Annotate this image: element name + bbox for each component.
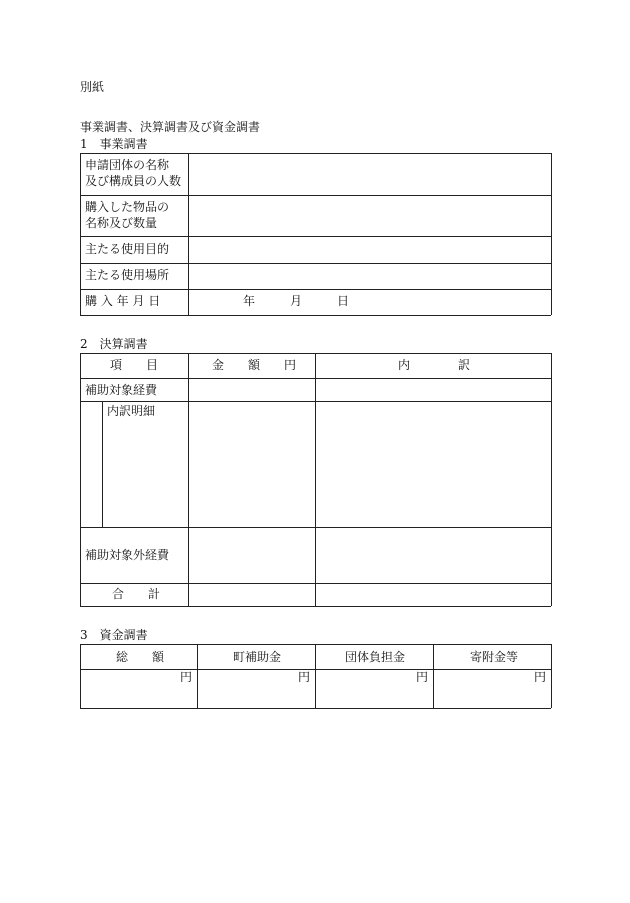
- subsidy-target-breakdown-cell[interactable]: [316, 379, 550, 400]
- header-group-burden: 団体負担金: [345, 650, 406, 664]
- annex-label: 別紙: [80, 80, 105, 94]
- row-label-detail: 内訳明細: [107, 404, 156, 418]
- row-label-subsidy-target: 補助対象経費: [85, 383, 158, 397]
- item-value-cell[interactable]: [189, 196, 550, 235]
- header-amount-yen: 金 額 円: [212, 358, 297, 372]
- header-item: 項 目: [110, 358, 159, 372]
- donations-value-cell[interactable]: [434, 670, 550, 707]
- non-target-amount-cell[interactable]: [189, 528, 314, 582]
- unit-yen-burden: 円: [416, 670, 429, 684]
- unit-yen-subsidy: 円: [298, 670, 311, 684]
- section1-heading: 1 事業調書: [80, 137, 148, 151]
- town-subsidy-value-cell[interactable]: [198, 670, 314, 707]
- unit-yen-donations: 円: [534, 670, 547, 684]
- row-label-place: 主たる使用場所: [85, 268, 170, 282]
- place-value-cell[interactable]: [189, 264, 550, 288]
- row-label-org-line2: 及び構成員の人数: [85, 174, 182, 188]
- header-breakdown: 内 訳: [398, 358, 471, 372]
- row-label-org-line1: 申請団体の名称: [85, 158, 170, 172]
- date-year-label: 年: [243, 294, 256, 308]
- section2-heading: 2 決算調書: [80, 337, 148, 351]
- non-target-breakdown-cell[interactable]: [316, 528, 550, 582]
- group-burden-value-cell[interactable]: [316, 670, 432, 707]
- header-town-subsidy: 町補助金: [233, 650, 282, 664]
- total-amount-cell[interactable]: [189, 584, 314, 605]
- purpose-value-cell[interactable]: [189, 237, 550, 262]
- unit-yen-total: 円: [180, 670, 193, 684]
- subsidy-target-amount-cell[interactable]: [189, 379, 314, 400]
- date-day-label: 日: [337, 294, 350, 308]
- row-label-item-line1: 購入した物品の: [85, 200, 170, 214]
- detail-breakdown-cell[interactable]: [316, 402, 550, 526]
- detail-amount-cell[interactable]: [189, 402, 314, 526]
- row-label-purchase-date: 購 入 年 月 日: [85, 294, 161, 308]
- row-label-non-target: 補助対象外経費: [85, 548, 170, 562]
- total-amount-value-cell[interactable]: [81, 670, 196, 707]
- row-label-purpose: 主たる使用目的: [85, 242, 170, 256]
- header-total-amount: 総 額: [116, 650, 165, 664]
- document-title: 事業調書、決算調書及び資金調書: [80, 120, 261, 134]
- total-breakdown-cell[interactable]: [316, 584, 550, 605]
- section3-heading: 3 資金調書: [80, 628, 148, 642]
- header-donations: 寄附金等: [470, 650, 519, 664]
- date-month-label: 月: [290, 294, 303, 308]
- org-value-cell[interactable]: [189, 154, 550, 194]
- row-label-item-line2: 名称及び数量: [85, 216, 158, 230]
- row-label-total: 合 計: [112, 587, 161, 601]
